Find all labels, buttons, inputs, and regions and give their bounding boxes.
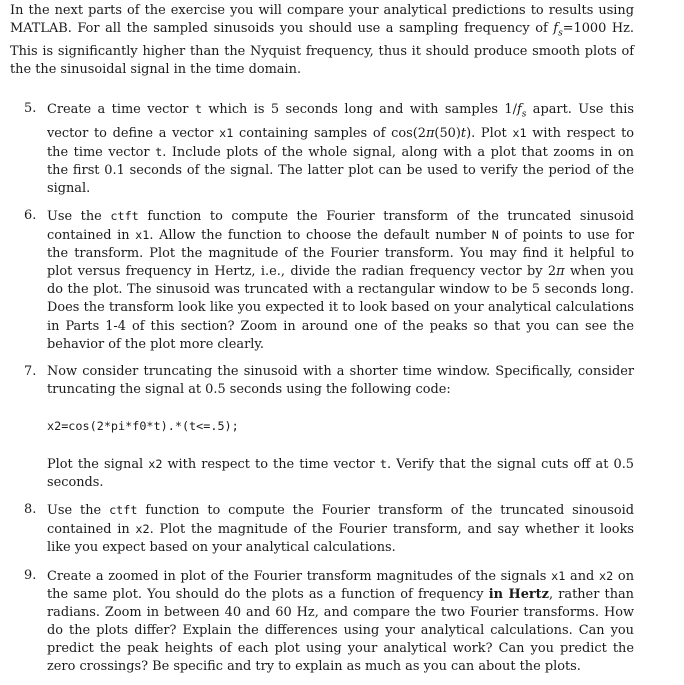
t-variable: t — [460, 125, 467, 141]
list-item-9 — [10, 567, 634, 677]
list-item-7 — [10, 363, 634, 492]
code-inline: x1 — [512, 125, 527, 140]
text-run: Use the — [47, 503, 110, 519]
text-run: Use the — [47, 209, 111, 224]
item-number: 7. — [24, 363, 37, 379]
text-run: . Include plots of the whole signal, along with a plot that zooms in on the first 0.1 seconds of the signal. The latter plot can be used to verify the period of the signal. — [47, 144, 634, 196]
item-number: 9. — [24, 567, 37, 583]
text-run: ). Plot — [466, 125, 513, 141]
code-block: x2=cos(2*pi*f0*t).*(t<=.5); — [47, 418, 239, 433]
intro-text-2: =1000 Hz. This is significantly higher than the Nyquist frequency, thus it should produce smooth plots of the the sinusoidal signal in the time domain. — [10, 21, 634, 77]
item-text — [47, 363, 634, 399]
code-inline: x1 — [135, 228, 150, 243]
intro-paragraph — [10, 2, 634, 79]
text-run: with respect to the time vector — [47, 125, 635, 160]
text-run: and — [565, 568, 599, 584]
item-number: 8. — [24, 502, 37, 518]
pi-symbol: π — [556, 264, 565, 280]
text-run: . Verify that the signal cuts off at 0.5 seconds. — [47, 457, 634, 491]
text-run: Create a zoomed in plot of the Fourier transform magnitudes of the signals — [47, 568, 552, 584]
text-run: Plot the signal — [47, 457, 149, 473]
exercise-list — [10, 100, 634, 676]
text-run: function to compute the Fourier transform of the truncated sinusoid contained in — [47, 209, 634, 244]
fs-symbol: f — [553, 21, 559, 37]
text-run: of points to use for the transform. Plot the magnitude of the Fourier transform. You may find it helpful to plot versus frequency in Hertz, i.e., divide the radian frequency vector by 2 — [47, 228, 634, 280]
text-run: Create a time vector — [47, 101, 195, 117]
text-run: on the same plot. You should do the plots as a function of frequency — [47, 568, 634, 602]
text-run: . Plot the magnitude of the Fourier transform, and say whether it looks like you expect based on your analytical calculations. — [47, 522, 634, 556]
code-inline: x1 — [219, 125, 234, 140]
pi-symbol: π — [425, 125, 435, 141]
text-run: Now consider truncating the sinusoid with a shorter time window. Specifically, consider truncating the signal at 0.5 seconds using the following code: — [47, 363, 634, 397]
item-text-followup — [47, 455, 634, 492]
code-inline: N — [491, 228, 499, 243]
list-item-8 — [10, 501, 634, 557]
text-run: function to compute the Fourier transform of the truncated sinousoid contained in — [47, 503, 634, 538]
code-inline: x2 — [148, 457, 163, 472]
intro-text-1: In the next parts of the exercise you will compare your analytical predictions to results using MATLAB. For all the sampled sinusoids you should use a sampling frequency of — [10, 3, 634, 37]
document-page — [10, 2, 634, 685]
code-inline: ctft — [109, 503, 138, 518]
code-inline: x2 — [599, 568, 614, 583]
item-text — [47, 567, 634, 677]
code-inline: t — [379, 457, 387, 472]
item-text — [47, 501, 634, 557]
code-inline: t — [155, 144, 163, 159]
fs-subscript: s — [558, 28, 563, 39]
text-run: apart. Use this vector to define a vector — [47, 101, 634, 141]
code-inline: t — [194, 101, 202, 116]
code-inline: x1 — [551, 568, 566, 583]
text-run: containing samples of cos(2 — [233, 125, 426, 141]
text-run: (50) — [434, 125, 461, 141]
text-run: , rather than radians. Zoom in between 40 and 60 Hz, and compare the two Fourier transforms. How do the plots differ? Explain the differences using your analytical calculations. Can you predict the peak heights of each plot using your analytical work? Can you predict the zero crossings? Be specific and try to explain as much as you can about the plots. — [47, 586, 634, 674]
fs-subscript: s — [521, 109, 527, 120]
code-inline: x2 — [135, 522, 150, 537]
item-text — [47, 207, 634, 354]
list-item-5 — [10, 100, 634, 198]
text-run: with respect to the time vector — [162, 457, 380, 473]
fs-symbol: f — [516, 101, 522, 117]
text-run: . Allow the function to choose the default number — [149, 228, 492, 244]
list-item-6 — [10, 207, 634, 354]
text-run: when you do the plot. The sinusoid was truncated with a rectangular window to be 5 seconds long. Does the transform look like you expected it to look based on your analytical calculations in Parts 1-4 of this section? Zoom in around one of the peaks so that you can see the behavior of the plot more clearly. — [47, 264, 634, 352]
text-run: which is 5 seconds long and with samples 1/ — [201, 101, 517, 117]
item-number: 5. — [24, 100, 37, 116]
code-inline: ctft — [110, 209, 139, 223]
bold-emphasis: in Hertz — [488, 586, 549, 602]
item-text — [47, 100, 634, 198]
item-number: 6. — [24, 208, 37, 223]
